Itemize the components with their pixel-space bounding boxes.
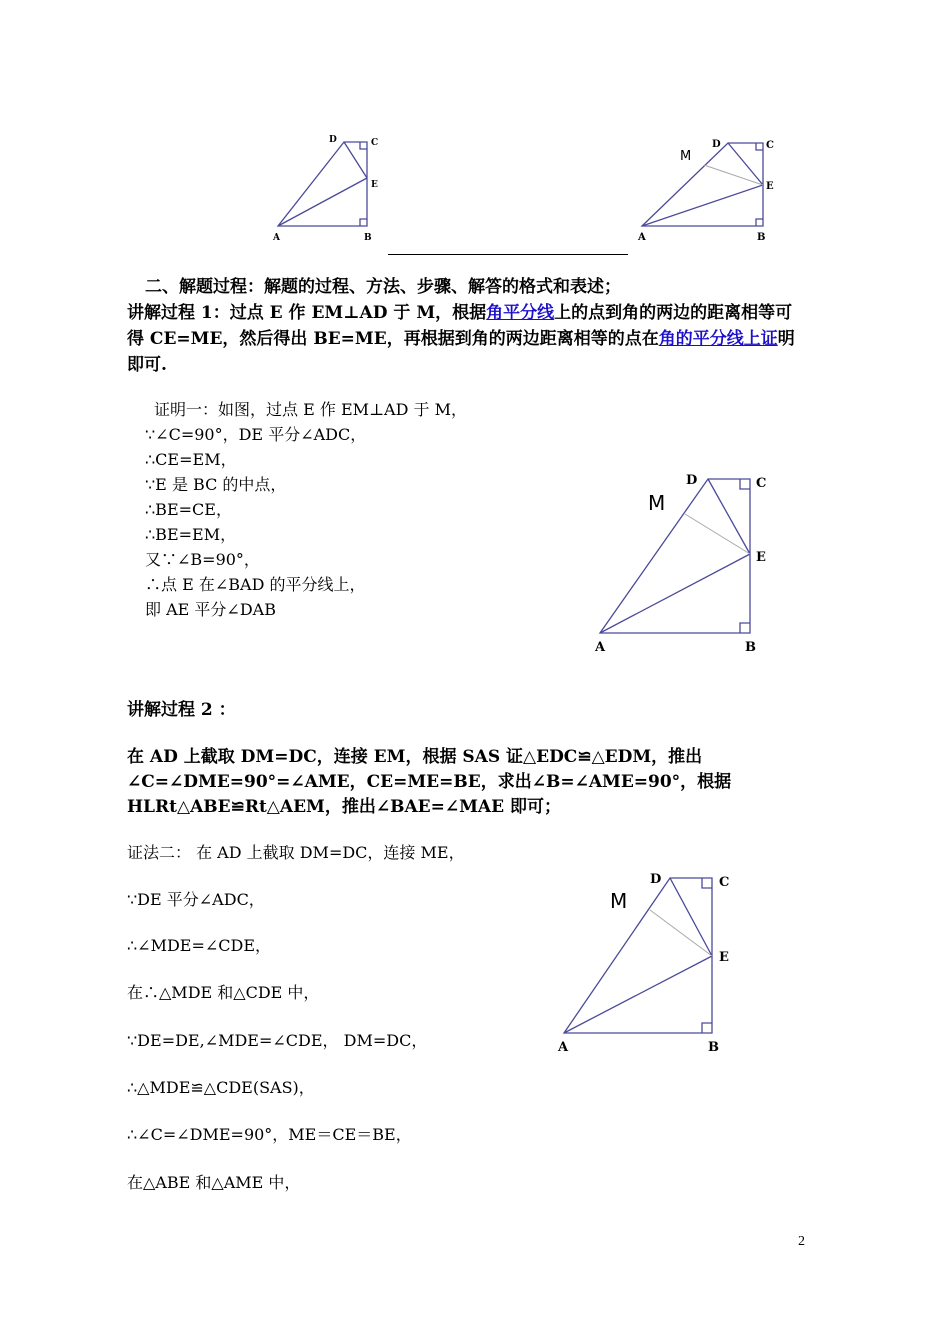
fig2-ae (642, 185, 763, 226)
explanation-1-text-d: 明 (777, 329, 795, 349)
fig1-de (344, 142, 367, 178)
figure-1-svg (270, 128, 385, 246)
fig4-ae (564, 956, 712, 1033)
figure-4 (552, 862, 742, 1058)
explanation-1-text-b: 上的点到角的两边的距离相等可 (554, 303, 793, 323)
explanation-1-text-c: 得 CE=ME，然后得出 BE=ME，再根据到角的两边距离相等的点在 (127, 329, 659, 349)
fig3-quad (600, 479, 750, 633)
fig3-label-e: E (756, 550, 766, 565)
proof-1-line: 即 AE 平分∠DAB (145, 600, 276, 619)
proof-1-line: ∵∠C=90°，DE 平分∠ADC， (145, 425, 367, 444)
fig3-label-b: B (745, 640, 756, 655)
fig4-right-angle-c (702, 878, 712, 888)
fig4-label-c: C (719, 875, 730, 890)
proof-2-line: ∵DE=DE,∠MDE=∠CDE， DM=DC， (127, 1031, 428, 1050)
figure-4-svg (552, 862, 742, 1058)
link-angle-bisector-proof[interactable]: 角的平分线上证 (658, 329, 778, 349)
fig3-de (708, 479, 750, 554)
fig3-label-m: M (648, 491, 666, 515)
fig1-label-e: E (371, 180, 378, 190)
explanation-1-line-3: 即可. (127, 355, 167, 375)
fig2-right-angle-c (756, 143, 763, 150)
fig4-label-e: E (719, 950, 729, 965)
proof-2-line: ∴∠C=∠DME=90°，ME＝CE＝BE， (127, 1125, 412, 1144)
fig1-right-angle-c (360, 142, 367, 149)
page-number: 2 (798, 1234, 805, 1249)
proof-1-line: ∴BE=EM， (145, 525, 237, 544)
fig1-label-c: C (371, 138, 379, 148)
proof-1-line: ∴点 E 在∠BAD 的平分线上， (145, 575, 366, 594)
proof-2-line: 在△ABE 和△AME 中， (127, 1173, 301, 1192)
fig1-label-d: D (329, 135, 337, 145)
explanation-2-line: HLRt△ABE≌Rt△AEM，推出∠BAE=∠MAE 即可； (127, 797, 561, 817)
fig2-label-a: A (638, 232, 646, 243)
explanation-1-line-2 (127, 324, 795, 349)
fig2-label-e: E (766, 181, 774, 192)
proof-1-line: ∴BE=CE， (145, 500, 232, 519)
explanation-2-title: 讲解过程 2 ： (127, 700, 236, 720)
figure-3-svg (588, 466, 778, 662)
fig4-right-angle-b (702, 1023, 712, 1033)
explanation-2-line: ∠C=∠DME=90°=∠AME，CE=ME=BE，求出∠B=∠AME=90°，根据 (127, 772, 732, 792)
fig1-ae (278, 178, 367, 226)
proof-2-line: ∴△MDE≌△CDE(SAS)， (127, 1078, 315, 1097)
explanation-1-text-a: 讲解过程 1：过点 E 作 EM⊥AD 于 M，根据 (127, 303, 487, 323)
fig3-em (685, 514, 750, 554)
fig1-quad (278, 142, 367, 226)
proof-2-line: ∵DE 平分∠ADC， (127, 890, 265, 909)
fig2-right-angle-b (756, 219, 763, 226)
fig3-label-d: D (686, 473, 698, 488)
fig2-label-m: M (680, 149, 692, 164)
fig4-label-b: B (708, 1040, 719, 1055)
fig3-right-angle-b (740, 623, 750, 633)
fig4-quad (564, 878, 712, 1033)
proof-2-line: 证法二： 在 AD 上截取 DM=DC，连接 ME， (127, 843, 465, 862)
fig4-label-d: D (650, 872, 662, 887)
fig1-label-a: A (273, 233, 280, 243)
explanation-2-line: 在 AD 上截取 DM=DC，连接 EM，根据 SAS 证△EDC≌△EDM，推出 (127, 747, 703, 767)
proof-1-line: ∵E 是 BC 的中点， (145, 475, 287, 494)
fig3-label-c: C (756, 476, 767, 491)
link-angle-bisector[interactable]: 角平分线 (486, 303, 555, 323)
proof-2-line: 在∴△MDE 和△CDE 中， (127, 983, 320, 1002)
fig2-quad (642, 143, 763, 226)
figure-1 (270, 128, 385, 246)
fig1-label-b: B (364, 233, 372, 243)
fig2-label-b: B (757, 232, 766, 243)
fig3-right-angle-c (740, 479, 750, 489)
blank-underline (388, 254, 628, 255)
figure-2 (632, 128, 782, 246)
fig2-label-d: D (712, 139, 721, 150)
figure-3 (588, 466, 778, 662)
section-heading: 二、解题过程：解题的过程、方法、步骤、解答的格式和表述； (145, 277, 621, 297)
fig1-right-angle-b (360, 219, 367, 226)
figure-2-svg (632, 128, 782, 246)
fig3-ae (600, 554, 750, 633)
fig4-label-a: A (558, 1040, 569, 1055)
proof-1-line: ∴CE=EM， (145, 450, 237, 469)
fig4-label-m: M (610, 889, 628, 913)
fig4-em (650, 910, 712, 956)
fig4-de (670, 878, 712, 956)
proof-1-line: 又∵∠B=90°， (145, 550, 260, 569)
explanation-1-line-1 (127, 298, 792, 323)
proof-1-line: 证明一：如图，过点 E 作 EM⊥AD 于 M， (154, 400, 467, 419)
fig3-label-a: A (595, 640, 606, 655)
fig2-label-c: C (766, 140, 774, 151)
proof-2-line: ∴∠MDE=∠CDE， (127, 936, 272, 955)
